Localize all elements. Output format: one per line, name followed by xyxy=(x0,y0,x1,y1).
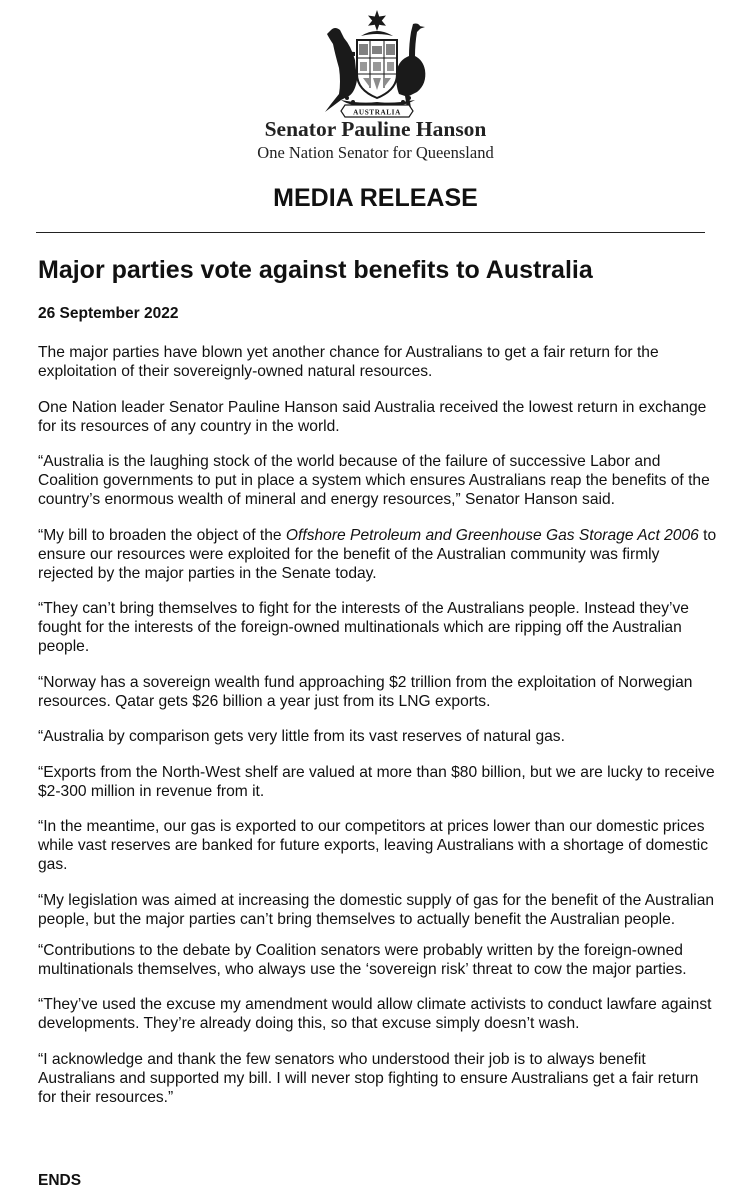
paragraph-text: to ensure our resources were exploited for the benefit of the Australian community was firmly rejected by the major parties in the Senate today. xyxy=(38,526,717,582)
body-paragraph: One Nation leader Senator Pauline Hanson said Australia received the lowest return in exchange for its resources of any country in the world. xyxy=(38,398,707,435)
release-headline: Major parties vote against benefits to Australia xyxy=(38,256,593,284)
coat-of-arms-icon xyxy=(311,8,443,118)
body-paragraph: “My legislation was aimed at increasing the domestic supply of gas for the benefit of the Australian people, but the major parties can’t bring themselves to actually benefit the Australian people. xyxy=(38,891,715,928)
release-body xyxy=(38,343,718,1123)
act-title: Offshore Petroleum and Greenhouse Gas Storage Act 2006 xyxy=(285,526,699,544)
sender-name: Senator Pauline Hanson xyxy=(264,117,487,141)
body-paragraph: “Exports from the North-West shelf are valued at more than $80 billion, but we are lucky to receive $2-300 million in revenue from it. xyxy=(38,763,715,800)
body-paragraph: “Australia by comparison gets very little from its vast reserves of natural gas. xyxy=(38,728,565,745)
body-paragraph: “In the meantime, our gas is exported to our competitors at prices lower than our domestic prices while vast reserves are banked for future exports, leaving Australians with a shortage of domestic gas. xyxy=(38,818,709,873)
body-paragraph: “Contributions to the debate by Coalition senators were probably written by the foreign-owned multinationals themselves, who always use the ‘sovereign risk’ threat to cow the major parties. xyxy=(38,941,687,978)
document-type-heading: MEDIA RELEASE xyxy=(273,184,478,212)
release-date: 26 September 2022 xyxy=(38,305,179,322)
body-paragraph: “They’ve used the excuse my amendment would allow climate activists to conduct lawfare against developments. They’re already doing this, so that excuse simply doesn’t wash. xyxy=(38,996,712,1032)
crest-scroll-label: AUSTRALIA xyxy=(353,108,401,117)
header-divider xyxy=(36,232,705,233)
body-paragraph: The major parties have blown yet another chance for Australians to get a fair return for the exploitation of their sovereignly-owned natural resources. xyxy=(38,344,659,380)
body-paragraph xyxy=(38,526,718,583)
paragraph-text: “My bill to broaden the object of the xyxy=(38,526,286,544)
body-paragraph: “They can’t bring themselves to fight for the interests of the Australians people. Instead they’ve fought for the interests of the foreign-owned multinationals which are ripping off the Australian people. xyxy=(38,600,689,655)
body-paragraph: “Australia is the laughing stock of the world because of the failure of successive Labor and Coalition governments to put in place a system which ensures Australians reap the benefits of the country’s enormous wealth of mineral and energy resources,” Senator Hanson said. xyxy=(38,453,710,508)
sender-title: One Nation Senator for Queensland xyxy=(257,143,494,162)
body-paragraph: “Norway has a sovereign wealth fund approaching $2 trillion from the exploitation of Norwegian resources. Qatar gets $26 billion a year just from its LNG exports. xyxy=(38,673,693,710)
body-paragraph: “I acknowledge and thank the few senators who understood their job is to always benefit Australians and supported my bill. I will never stop fighting to ensure Australians get a fair return for their resources.” xyxy=(38,1050,699,1106)
closing-marker: ENDS xyxy=(38,1172,82,1189)
